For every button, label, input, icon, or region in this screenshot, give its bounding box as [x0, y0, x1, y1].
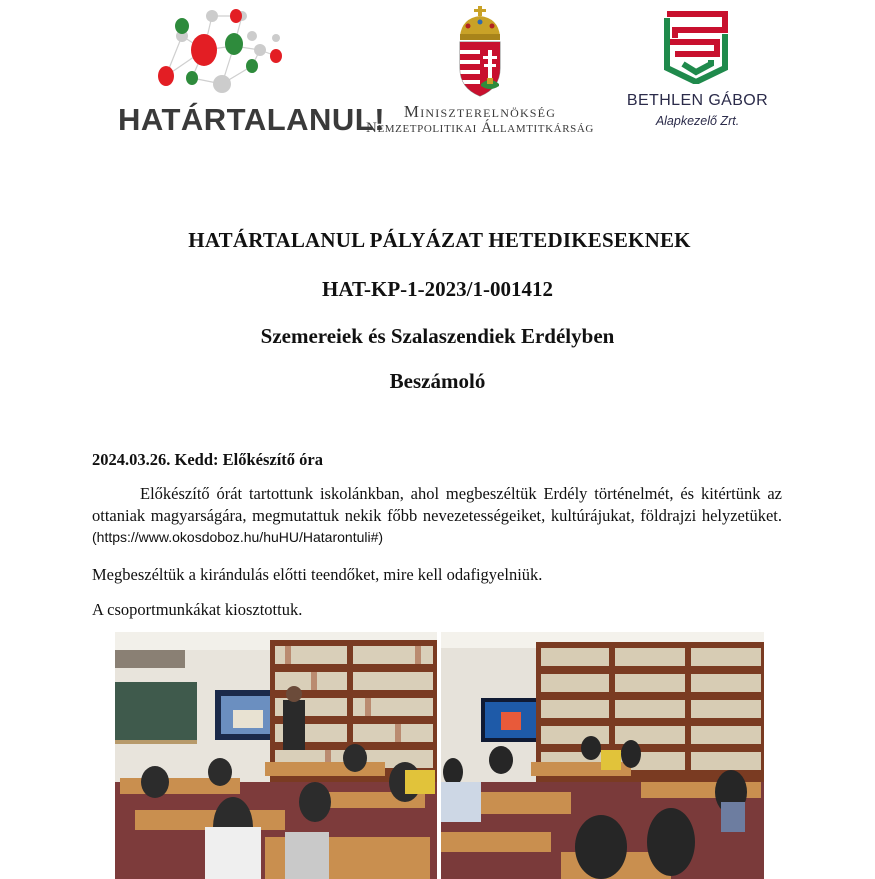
bethlen-name: BETHLEN GÁBOR	[626, 92, 769, 109]
bethlen-emblem-icon	[663, 8, 729, 84]
paragraph-tasks: Megbeszéltük a kirándulás előtti teendőket, mire kell odafigyelniük.	[92, 565, 543, 584]
ministry-subtitle: Nemzetpolitikai Államtitkárság	[366, 120, 594, 136]
ministry-logo	[355, 6, 605, 136]
hatartalanul-logo	[112, 6, 386, 137]
ministry-name: Miniszterelnökség	[403, 102, 557, 121]
reference-link[interactable]: (https://www.okosdoboz.hu/huHU/Hatarontuli#)	[92, 529, 384, 545]
classroom-photo-left	[115, 632, 437, 879]
paragraph-preparation-text: Előkészítő órát tartottunk iskolánkban, ahol megbeszéltük Erdély történelmét, és kitértünk az ottaniak magyarságára, megmutattuk nekik főbb nevezetességeiket, kultúrájukat, földrajzi helyzetüket.	[92, 484, 782, 525]
bethlen-subtitle: Alapkezelő Zrt.	[655, 114, 740, 128]
paragraph-preparation	[92, 483, 782, 549]
report-label: Beszámoló	[389, 369, 486, 393]
document-title: HATÁRTALANUL PÁLYÁZAT HETEDIKESEKNEK	[188, 228, 691, 252]
coat-of-arms-icon	[454, 6, 506, 98]
document-subtitle: Szemereiek és Szalaszendiek Erdélyben	[260, 324, 615, 348]
section-date-heading: 2024.03.26. Kedd: Előkészítő óra	[92, 450, 323, 469]
project-code: HAT-KP-1-2023/1-001412	[322, 277, 553, 301]
hatartalanul-wordmark: HATÁRTALANUL!	[118, 102, 386, 137]
balloons-icon	[152, 6, 292, 102]
bethlen-gabor-logo	[625, 6, 770, 136]
classroom-photo-right	[441, 632, 764, 879]
paragraph-groupwork: A csoportmunkákat kiosztottuk.	[92, 600, 303, 619]
